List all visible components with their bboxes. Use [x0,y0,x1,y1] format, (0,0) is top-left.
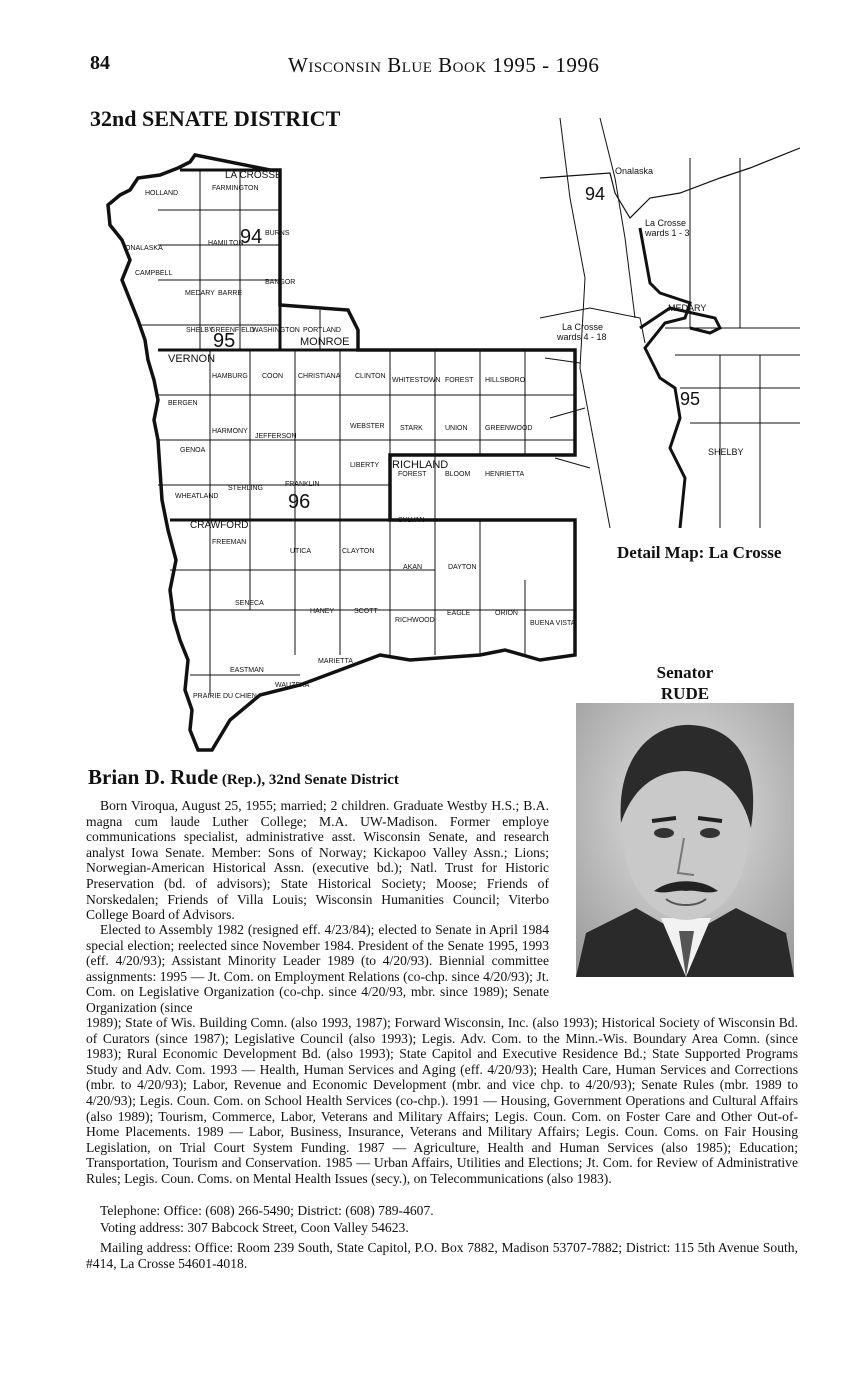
svg-text:FOREST: FOREST [445,377,474,384]
svg-text:PRAIRIE DU CHIEN: PRAIRIE DU CHIEN [193,693,257,700]
svg-text:HILLSBORO: HILLSBORO [485,377,526,384]
career-text: Elected to Assembly 1982 (resigned eff. 4/23/84); elected to Senate in April 1984 special election; reelected since November 1984. President of the Senate 1995, 1993 (eff. 4/20/93); Assistant Minority Leader 1989 (to 4/20/93). Biennial committee assignments: 1995 — Jt. Com. on Employment Relations (co-chp. since 4/20/93); Jt. Com. on Legislative Organization (co-chp. since 4/20/93, mbr. since 1989); Senate Organization (since [86,922,549,1015]
svg-text:EAGLE: EAGLE [447,610,471,617]
district-map [100,150,585,755]
svg-text:JEFFERSON: JEFFERSON [255,433,297,440]
svg-text:CHRISTIANA: CHRISTIANA [298,373,341,380]
voting-address-text: Voting address: 307 Babcock Street, Coon Valley 54623. [100,1220,409,1235]
svg-text:CLINTON: CLINTON [355,373,386,380]
mailing-address-line [86,1240,798,1271]
svg-text:WAUZEKA: WAUZEKA [275,682,310,689]
svg-text:WEBSTER: WEBSTER [350,423,385,430]
svg-text:GREENWOOD: GREENWOOD [485,425,533,432]
svg-text:SHELBY: SHELBY [708,447,744,457]
svg-text:MEDARY: MEDARY [185,290,215,297]
svg-text:MEDARY: MEDARY [668,303,707,313]
svg-text:MONROE: MONROE [300,336,350,348]
senator-portrait-photo [576,703,794,977]
svg-text:HOLLAND: HOLLAND [145,190,179,197]
svg-text:HAMBURG: HAMBURG [212,373,248,380]
svg-text:FOREST: FOREST [398,471,427,478]
svg-text:GENOA: GENOA [180,447,206,454]
running-head: Wisconsin Blue Book 1995 - 1996 [288,53,600,77]
committee-text: 1989); State of Wis. Building Comn. (also 1993, 1987); Forward Wisconsin, Inc. (also 1993); Historical Society of Wisconsin Bd. of Curators (since 1987); Legislative Council (also 1993); Legis. Adv. Com. to the Minn.-Wis. Boundary Area Comn. (since 1983); Rural Economic Development Bd. (also 1993); State Capitol and Executive Residence Bd.; State Supported Programs Study and Adv. Com. 1993 — Health, Human Services and Aging (eff. 4/20/93); Health Care, Human Services and Corrections (mbr. to 4/20/93); Labor, Revenue and Economic Development (mbr. and vice chp. to 4/20/93); Senate Rules (mbr. 1989 to 4/20/93); Legis. Coun. Com. on School Health Services (co-chp.). 1991 — Housing, Government Operations and Cultural Affairs (also 1989); Tourism, Commerce, Labor, Veterans and Military Affairs; Legis. Coun. Com. on Foster Care and Other Out-of-Home Placements. 1989 — Labor, Business, Insurance, Veterans and Military Affairs; Legis. Coun. Coms. on Fair Housing Legislation, on Trial Court System Funding. 1987 — Agriculture, Health and Human Services (also 1985); Education; Transportation, Tourism and Conservation. 1985 — Urban Affairs, Utilities and Elections; Jt. Com. for Review of Administrative Rules; Legis. Coun. Coms. on Mental Health Issues (secy.), on Telecommunications (also 1983). [86,1015,798,1186]
svg-text:CLAYTON: CLAYTON [342,548,375,555]
svg-text:HAMILTON: HAMILTON [208,240,244,247]
svg-text:SHELBY: SHELBY [186,327,214,334]
svg-text:CRAWFORD: CRAWFORD [190,520,249,531]
svg-text:BUENA VISTA: BUENA VISTA [530,620,576,627]
svg-text:EASTMAN: EASTMAN [230,667,264,674]
svg-text:WHEATLAND: WHEATLAND [175,493,219,500]
svg-text:BARRE: BARRE [218,290,243,297]
svg-text:WASHINGTON: WASHINGTON [252,327,300,334]
voting-address-line [86,1220,409,1236]
biography-paragraph [86,798,549,923]
svg-text:SCOTT: SCOTT [354,608,378,615]
district-title: 32nd SENATE DISTRICT [90,106,341,131]
svg-text:VERNON: VERNON [168,353,216,365]
member-party-district: (Rep.), 32nd Senate District [218,772,399,788]
member-name: Brian D. Rude [88,765,219,789]
svg-text:RICHLAND: RICHLAND [392,459,449,471]
telephone-line [86,1203,434,1219]
svg-text:MARIETTA: MARIETTA [318,658,353,665]
svg-text:FARMINGTON: FARMINGTON [212,185,259,192]
career-paragraph [86,922,549,1016]
svg-text:FREEMAN: FREEMAN [212,539,247,546]
svg-text:wards 1 - 3: wards 1 - 3 [645,228,690,238]
telephone-text: Telephone: Office: (608) 266-5490; District: (608) 789-4607. [100,1203,434,1218]
committee-paragraph [86,1015,798,1187]
svg-text:95: 95 [680,389,701,409]
svg-text:BANGOR: BANGOR [265,279,296,286]
member-heading [88,765,399,790]
svg-text:ONALASKA: ONALASKA [125,245,163,252]
svg-text:SENECA: SENECA [235,600,264,607]
svg-text:AKAN: AKAN [403,564,423,571]
detail-map-caption: Detail Map: La Crosse [617,543,782,562]
biography-text: Born Viroqua, August 25, 1955; married; 2 children. Graduate Westby H.S.; B.A. magna cum laude Luther College; M.A. UW-Madison. Former employe communications specialist, administrative asst. Wisconsin Senate, and research analyst Iowa Senate. Member: Sons of Norway; Kickapoo Valley Assn.; Lions; Norwegian-American Historical Assn. (executive bd.); Natl. Trust for Historic Preservation (bd. of advisors); State Historical Society; Moose; Friends of Norskedalen; Friends of Villa Louis; Wisconsin Humanities Council; Viterbo College Board of Advisors. [86,798,549,923]
svg-text:La Crosse: La Crosse [562,322,604,332]
svg-text:94: 94 [585,184,606,204]
svg-text:CAMPBELL: CAMPBELL [135,270,173,277]
svg-text:LA CROSSE: LA CROSSE [225,170,282,181]
svg-text:BURNS: BURNS [265,230,290,237]
svg-text:BLOOM: BLOOM [445,471,471,478]
svg-text:COON: COON [262,373,283,380]
svg-text:BERGEN: BERGEN [168,400,198,407]
svg-text:GREENFIELD: GREENFIELD [210,327,255,334]
svg-text:HENRIETTA: HENRIETTA [485,471,525,478]
svg-text:DAYTON: DAYTON [448,564,477,571]
svg-text:RICHWOOD: RICHWOOD [395,617,435,624]
svg-text:PORTLAND: PORTLAND [303,327,341,334]
svg-text:La Crosse: La Crosse [645,218,687,228]
portrait-label-title: Senator [656,663,714,682]
portrait-label [640,662,730,704]
svg-text:STERLING: STERLING [228,485,264,492]
svg-text:96: 96 [288,491,311,513]
svg-text:HARMONY: HARMONY [212,428,248,435]
svg-text:WHITESTOWN: WHITESTOWN [392,377,441,384]
svg-text:UTICA: UTICA [290,548,311,555]
svg-text:HANEY: HANEY [310,608,335,615]
svg-text:Onalaska: Onalaska [615,166,654,176]
svg-text:SYLVAN: SYLVAN [398,517,425,524]
svg-text:LIBERTY: LIBERTY [350,462,380,469]
portrait-label-name: RUDE [660,684,710,703]
mailing-address-text: Mailing address: Office: Room 239 South, State Capitol, P.O. Box 7882, Madison 53707-7882; District: 115 5th Avenue South, #414, La Crosse 54601-4018. [86,1240,798,1271]
svg-text:UNION: UNION [445,425,468,432]
svg-text:94: 94 [240,226,263,248]
detail-map-la-crosse [540,118,800,528]
svg-text:STARK: STARK [400,425,423,432]
svg-text:wards 4 - 18: wards 4 - 18 [557,332,607,342]
svg-text:95: 95 [213,330,236,352]
page-number: 84 [90,52,110,74]
svg-text:ORION: ORION [495,610,518,617]
svg-text:FRANKLIN: FRANKLIN [285,481,320,488]
